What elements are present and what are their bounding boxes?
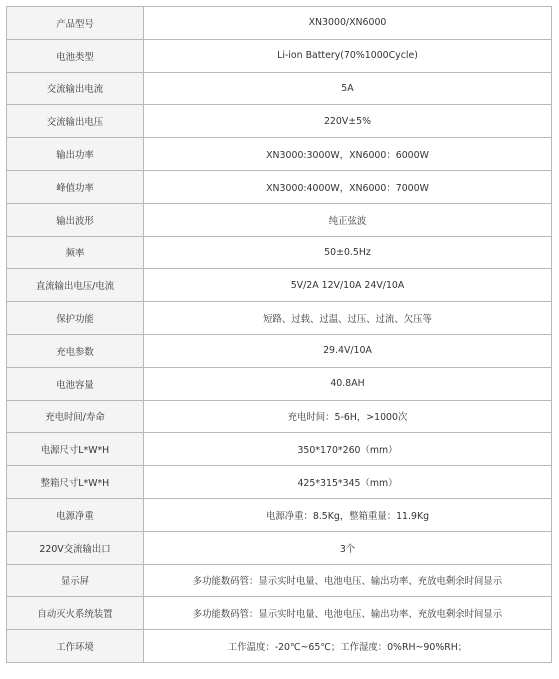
spec-label: 直流输出电压/电流 xyxy=(7,269,144,302)
spec-label: 峰值功率 xyxy=(7,170,144,203)
spec-label: 交流输出电压 xyxy=(7,105,144,138)
table-row xyxy=(7,466,552,499)
spec-label: 220V交流输出口 xyxy=(7,531,144,564)
table-row xyxy=(7,531,552,564)
table-row xyxy=(7,367,552,400)
spec-label: 输出波形 xyxy=(7,203,144,236)
spec-value: 充电时间：5-6H，>1000次 xyxy=(144,400,552,433)
spec-value: 工作温度：-20℃~65℃；工作湿度：0%RH~90%RH； xyxy=(144,630,552,663)
spec-value: 多功能数码管：显示实时电量、电池电压、输出功率、充放电剩余时间显示 xyxy=(144,564,552,597)
spec-value: 纯正弦波 xyxy=(144,203,552,236)
spec-value: Li-ion Battery(70%1000Cycle) xyxy=(144,39,552,72)
table-row xyxy=(7,433,552,466)
table-row xyxy=(7,105,552,138)
spec-label: 充电时间/寿命 xyxy=(7,400,144,433)
spec-value: 5A xyxy=(144,72,552,105)
spec-value: 电源净重：8.5Kg，整箱重量：11.9Kg xyxy=(144,498,552,531)
spec-label: 整箱尺寸L*W*H xyxy=(7,466,144,499)
spec-label: 充电参数 xyxy=(7,334,144,367)
spec-label: 工作环境 xyxy=(7,630,144,663)
spec-value: 425*315*345（mm） xyxy=(144,466,552,499)
table-row xyxy=(7,170,552,203)
table-row xyxy=(7,138,552,171)
table-row xyxy=(7,564,552,597)
table-row xyxy=(7,236,552,269)
spec-value: 短路、过载、过温、过压、过流、欠压等 xyxy=(144,302,552,335)
spec-label: 产品型号 xyxy=(7,7,144,40)
spec-value: 5V/2A 12V/10A 24V/10A xyxy=(144,269,552,302)
spec-value: 350*170*260（mm） xyxy=(144,433,552,466)
spec-value: XN3000/XN6000 xyxy=(144,7,552,40)
spec-label: 电源尺寸L*W*H xyxy=(7,433,144,466)
spec-value: XN3000:3000W，XN6000：6000W xyxy=(144,138,552,171)
spec-label: 电池容量 xyxy=(7,367,144,400)
table-row xyxy=(7,7,552,40)
table-row xyxy=(7,498,552,531)
table-row xyxy=(7,630,552,663)
table-row xyxy=(7,400,552,433)
table-row xyxy=(7,39,552,72)
table-row xyxy=(7,269,552,302)
spec-label: 显示屏 xyxy=(7,564,144,597)
spec-table-body xyxy=(7,7,552,663)
table-row xyxy=(7,334,552,367)
spec-value: XN3000:4000W，XN6000：7000W xyxy=(144,170,552,203)
spec-value: 220V±5% xyxy=(144,105,552,138)
spec-label: 输出功率 xyxy=(7,138,144,171)
spec-value: 50±0.5Hz xyxy=(144,236,552,269)
spec-label: 自动灭火系统装置 xyxy=(7,597,144,630)
table-row xyxy=(7,597,552,630)
spec-label: 电池类型 xyxy=(7,39,144,72)
spec-label: 电源净重 xyxy=(7,498,144,531)
spec-value: 3个 xyxy=(144,531,552,564)
spec-table xyxy=(6,6,552,663)
spec-label: 交流输出电流 xyxy=(7,72,144,105)
spec-label: 频率 xyxy=(7,236,144,269)
spec-label: 保护功能 xyxy=(7,302,144,335)
spec-value: 29.4V/10A xyxy=(144,334,552,367)
table-row xyxy=(7,203,552,236)
table-row xyxy=(7,72,552,105)
table-row xyxy=(7,302,552,335)
spec-value: 多功能数码管：显示实时电量、电池电压、输出功率、充放电剩余时间显示 xyxy=(144,597,552,630)
spec-value: 40.8AH xyxy=(144,367,552,400)
